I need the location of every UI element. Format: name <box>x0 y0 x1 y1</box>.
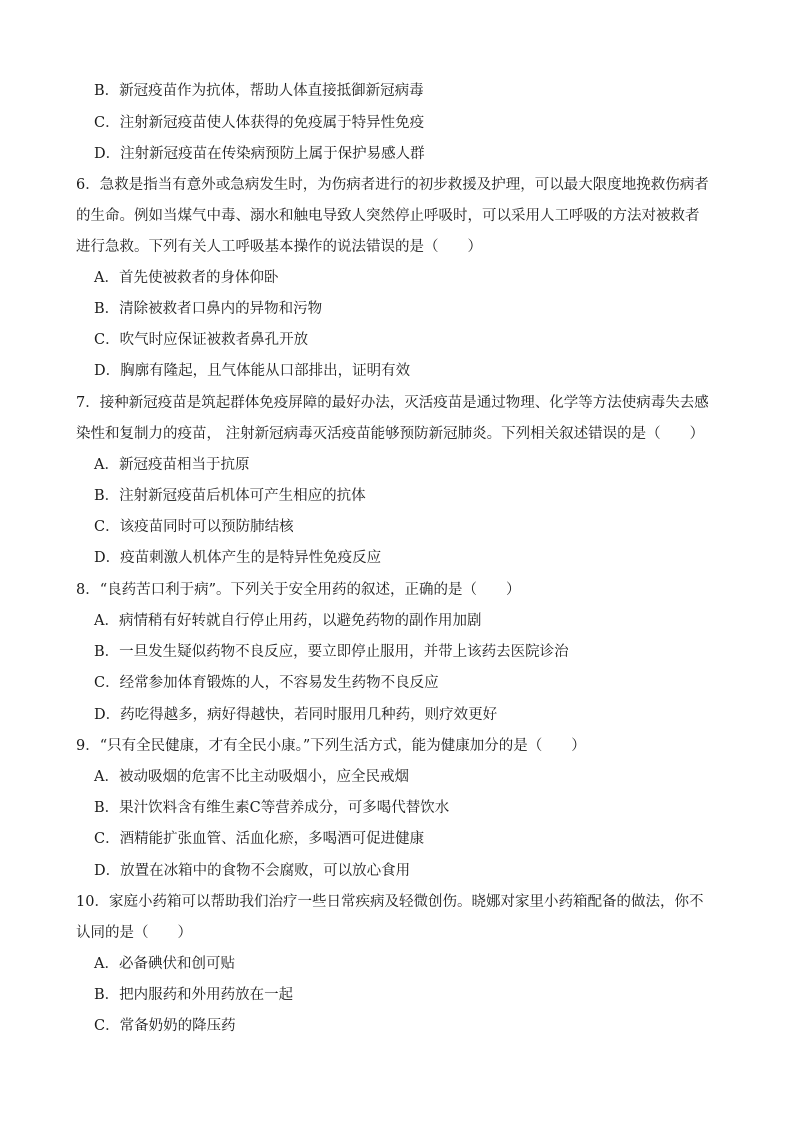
q7-stem-line-2: 染性和复制力的疫苗， 注射新冠病毒灭活疫苗能够预防新冠肺炎。下列相关叙述错误的是（ ） <box>76 426 705 442</box>
q7-stem-line-1: 7．接种新冠疫苗是筑起群体免疫屏障的最好办法，灭活疫苗是通过物理、化学等方法使病毒失去感 <box>76 395 709 411</box>
q8-option-d: D．药吃得越多，病好得越快，若同时服用几种药，则疗效更好 <box>94 707 498 723</box>
q8-option-a: A．病情稍有好转就自行停止用药，以避免药物的副作用加剧 <box>94 613 482 629</box>
q9-option-d: D．放置在冰箱中的食物不会腐败，可以放心食用 <box>94 863 411 879</box>
q10-stem-line-2: 认同的是（ ） <box>76 925 192 941</box>
q8-stem-line-1: 8．“良药苦口利于病”。下列关于安全用药的叙述，正确的是（ ） <box>76 582 521 598</box>
q5-option-c: C．注射新冠疫苗使人体获得的免疫属于特异性免疫 <box>94 115 425 131</box>
q10-option-a: A．必备碘伏和创可贴 <box>94 956 235 972</box>
q10-option-b: B．把内服药和外用药放在一起 <box>94 987 294 1003</box>
q6-option-d: D．胸廓有隆起，且气体能从口部排出，证明有效 <box>94 363 411 379</box>
q9-option-b: B．果汁饮料含有维生素C等营养成分，可多喝代替饮水 <box>94 800 450 816</box>
q5-option-d: D．注射新冠疫苗在传染病预防上属于保护易感人群 <box>94 146 425 162</box>
q6-option-c: C．吹气时应保证被救者鼻孔开放 <box>94 332 309 348</box>
q10-stem-line-1: 10．家庭小药箱可以帮助我们治疗一些日常疾病及轻微创伤。晓娜对家里小药箱配备的做法，你不 <box>76 894 704 910</box>
q7-option-a: A．新冠疫苗相当于抗原 <box>94 457 250 473</box>
q10-option-c: C．常备奶奶的降压药 <box>94 1018 236 1034</box>
q6-stem-line-3: 进行急救。下列有关人工呼吸基本操作的说法错误的是（ ） <box>76 239 482 255</box>
q7-option-b: B．注射新冠疫苗后机体可产生相应的抗体 <box>94 488 366 504</box>
q8-option-c: C．经常参加体育锻炼的人，不容易发生药物不良反应 <box>94 675 439 691</box>
q6-stem-line-2: 的生命。例如当煤气中毒、溺水和触电导致人突然停止呼吸时，可以采用人工呼吸的方法对被救者 <box>76 208 700 224</box>
q9-stem-line-1: 9．“只有全民健康，才有全民小康。”下列生活方式，能为健康加分的是（ ） <box>76 738 586 754</box>
q5-option-b: B．新冠疫苗作为抗体，帮助人体直接抵御新冠病毒 <box>94 83 424 99</box>
q9-option-c: C．酒精能扩张血管、活血化瘀，多喝酒可促进健康 <box>94 831 425 847</box>
q6-option-b: B．清除被救者口鼻内的异物和污物 <box>94 301 323 317</box>
q6-stem-line-1: 6．急救是指当有意外或急病发生时，为伤病者进行的初步救援及护理，可以最大限度地挽救伤病者 <box>76 177 709 193</box>
q6-option-a: A．首先使被救者的身体仰卧 <box>94 270 279 286</box>
q7-option-d: D．疫苗刺激人机体产生的是特异性免疫反应 <box>94 550 382 566</box>
q9-option-a: A．被动吸烟的危害不比主动吸烟小，应全民戒烟 <box>94 769 409 785</box>
q7-option-c: C．该疫苗同时可以预防肺结核 <box>94 519 294 535</box>
q8-option-b: B．一旦发生疑似药物不良反应，要立即停止服用，并带上该药去医院诊治 <box>94 644 569 660</box>
